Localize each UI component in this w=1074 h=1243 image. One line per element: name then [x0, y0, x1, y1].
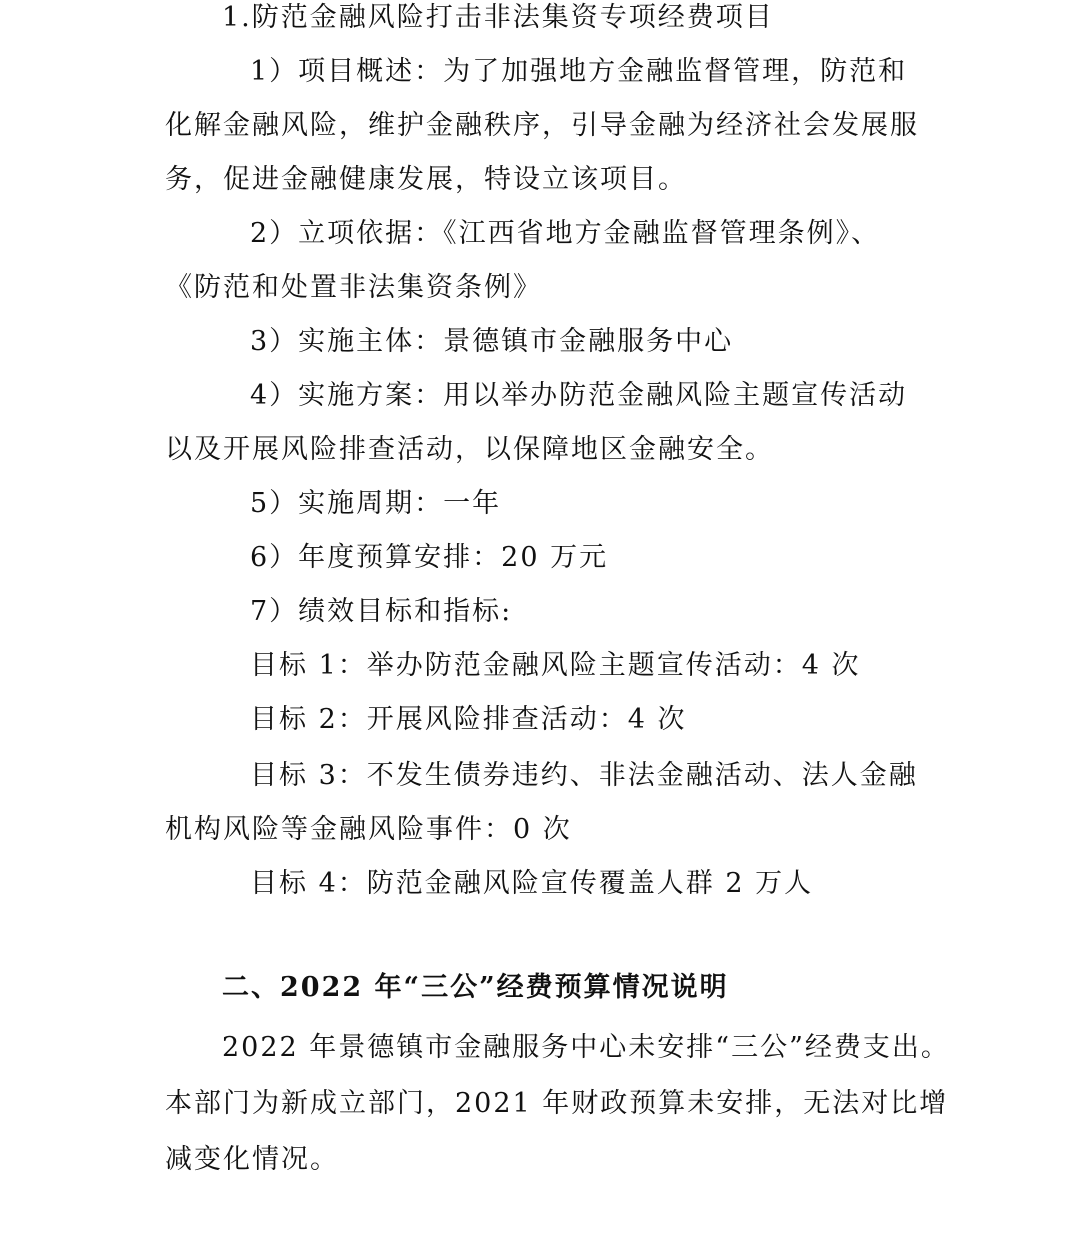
basis-line-1: 2）立项依据：《江西省地方金融监督管理条例》、: [250, 218, 881, 249]
project-title: 1.防范金融风险打击非法集资专项经费项目: [222, 2, 774, 33]
section-2-heading: 二、2022 年“三公”经费预算情况说明: [222, 972, 729, 1003]
goal-1: 目标 1：举办防范金融风险主题宣传活动：4 次: [250, 650, 861, 681]
goal-4: 目标 4：防范金融风险宣传覆盖人群 2 万人: [250, 868, 814, 899]
subject-line: 3）实施主体：景德镇市金融服务中心: [250, 326, 734, 357]
overview-line-3: 务，促进金融健康发展，特设立该项目。: [165, 164, 687, 195]
goal-3-line-2: 机构风险等金融风险事件：0 次: [165, 814, 572, 845]
section-2-para-line-1: 2022 年景德镇市金融服务中心未安排“三公”经费支出。: [222, 1032, 950, 1063]
goal-3-line-1: 目标 3：不发生债券违约、非法金融活动、法人金融: [250, 760, 918, 791]
section-2-para-line-2: 本部门为新成立部门，2021 年财政预算未安排，无法对比增: [165, 1088, 949, 1119]
overview-line-2: 化解金融风险，维护金融秩序，引导金融为经济社会发展服: [165, 110, 919, 141]
plan-line-2: 以及开展风险排查活动，以保障地区金融安全。: [165, 434, 774, 465]
goals-title: 7）绩效目标和指标:: [250, 596, 513, 627]
budget-line: 6）年度预算安排：20 万元: [250, 542, 609, 573]
period-line: 5）实施周期：一年: [250, 488, 502, 519]
basis-line-2: 《防范和处置非法集资条例》: [165, 272, 542, 303]
section-2-para-line-3: 减变化情况。: [165, 1144, 339, 1175]
overview-line-1: 1）项目概述：为了加强地方金融监督管理，防范和: [250, 56, 908, 87]
plan-line-1: 4）实施方案：用以举办防范金融风险主题宣传活动: [250, 380, 908, 411]
goal-2: 目标 2：开展风险排查活动：4 次: [250, 704, 687, 735]
